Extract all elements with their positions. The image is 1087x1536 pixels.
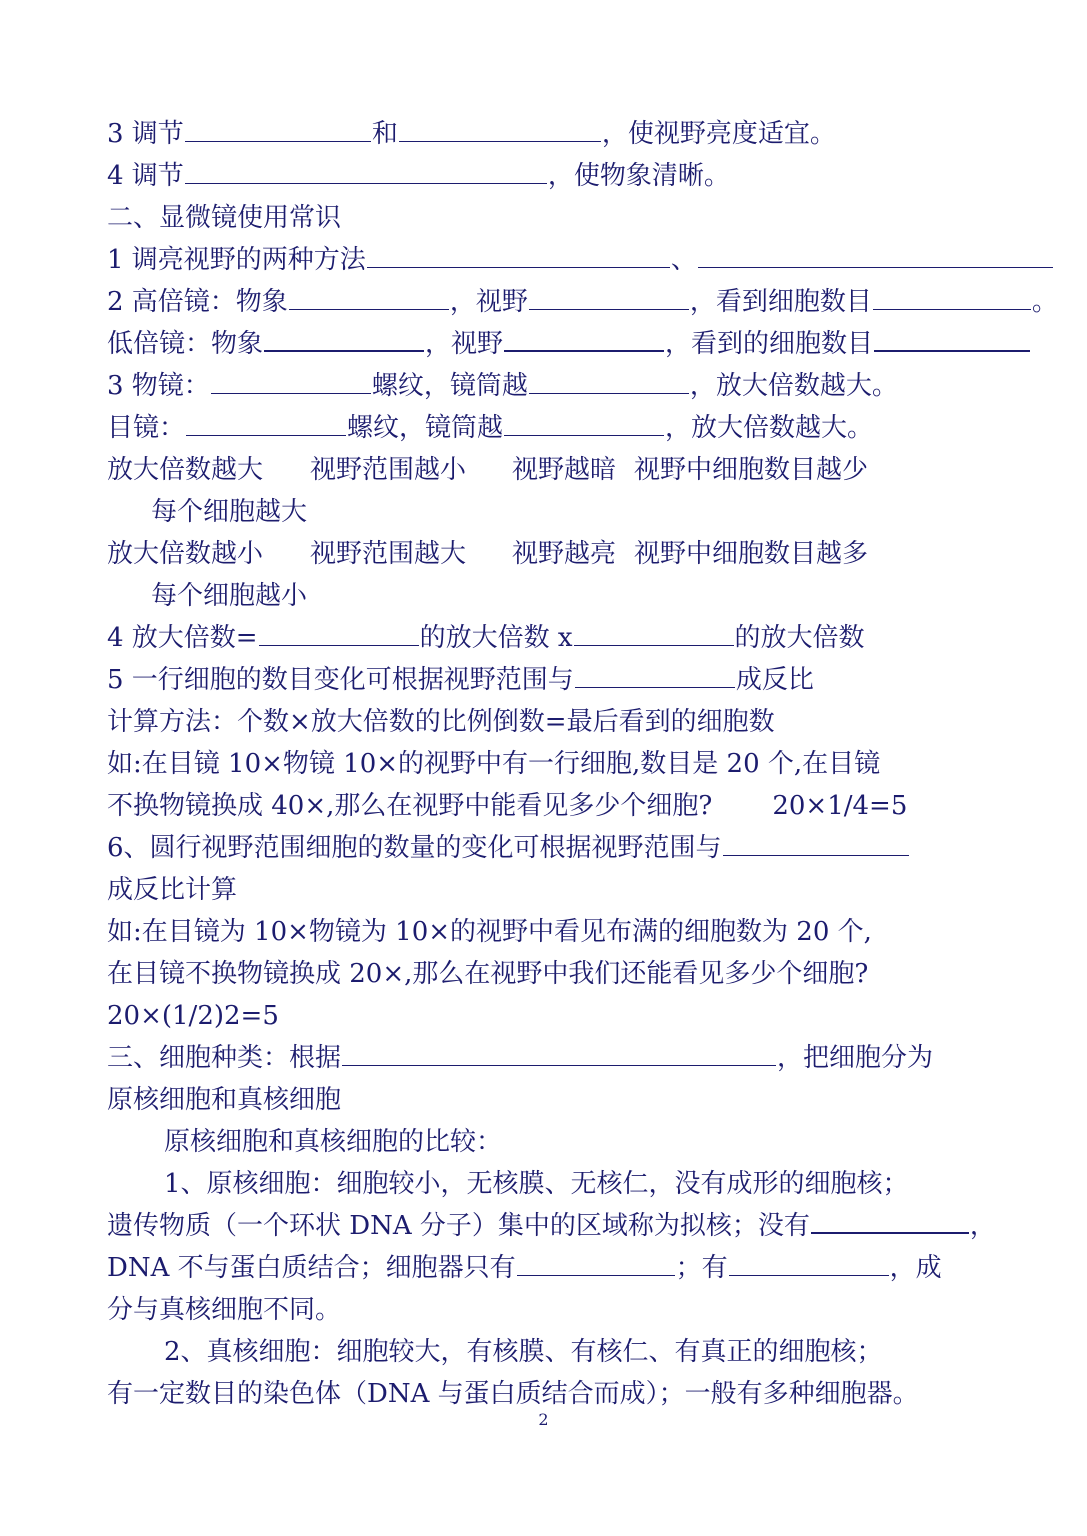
fill-blank[interactable] (185, 157, 547, 184)
line-inverse-calc (107, 870, 237, 910)
fill-blank[interactable] (504, 324, 664, 352)
text: 有一定数目的染色体（DNA 与蛋白质结合而成）；一般有多种细胞器。 (107, 1379, 919, 1409)
text: ，使视野亮度适宜。 (601, 119, 836, 149)
line-calc-method (107, 702, 775, 742)
fill-blank[interactable] (399, 115, 601, 142)
text: 螺纹，镜筒越 (371, 371, 528, 401)
text: 2 高倍镜：物象 (107, 287, 288, 317)
text: 3 调节 (107, 119, 184, 149)
line-round-field (107, 828, 910, 868)
line-4 (107, 156, 730, 196)
text: ，成 (889, 1253, 942, 1283)
line-objective (107, 366, 898, 406)
text: 在目镜不换物镜换成 20×,那么在视野中我们还能看见多少个细胞? (107, 959, 869, 989)
answer-text: 20×(1/2)2=5 (107, 1001, 279, 1031)
text: 原核细胞和真核细胞 (107, 1085, 342, 1115)
line-magnification-large (107, 450, 868, 490)
fill-blank[interactable] (211, 367, 371, 394)
line-cell-types (107, 1038, 933, 1078)
fill-blank[interactable] (729, 1249, 889, 1276)
text: 视野中细胞数目越少 (634, 455, 869, 485)
text: 视野范围越小 (310, 455, 467, 485)
line-comparison-title (164, 1122, 502, 1162)
line-magnification-small (107, 534, 868, 574)
line-example-2-answer (107, 996, 279, 1036)
text: 6、圆行视野范围细胞的数量的变化可根据视野范围与 (107, 833, 722, 863)
text: 视野越亮 (512, 539, 617, 569)
text: 2、真核细胞：细胞较大，有核膜、有核仁、有真正的细胞核； (164, 1337, 883, 1367)
text: 1 调亮视野的两种方法 (107, 245, 366, 275)
text: ，视野 (425, 329, 504, 359)
line-magnification-formula (107, 618, 865, 658)
fill-blank[interactable] (529, 283, 689, 310)
section-heading (107, 198, 341, 238)
text: 分与真核细胞不同。 (107, 1295, 342, 1325)
fill-blank[interactable] (185, 115, 371, 142)
text: 的放大倍数 (734, 623, 865, 653)
line-example-1b (107, 786, 907, 826)
line-eyepiece (107, 408, 873, 448)
text: 原核细胞和真核细胞的比较： (164, 1127, 503, 1157)
line-high-power (107, 282, 1058, 322)
fill-blank[interactable] (186, 409, 346, 436)
text: 二、显微镜使用常识 (107, 203, 342, 233)
fill-blank[interactable] (698, 241, 1053, 268)
fill-blank[interactable] (367, 241, 670, 268)
fill-blank[interactable] (289, 283, 449, 310)
line-eukaryote-2 (107, 1374, 919, 1414)
text: ，使物象清晰。 (547, 161, 730, 191)
text: 视野范围越大 (310, 539, 467, 569)
line-eukaryote-1 (164, 1332, 883, 1372)
text: 成反比 (735, 665, 814, 695)
text: ，放大倍数越大。 (689, 371, 898, 401)
text: 视野中细胞数目越多 (634, 539, 869, 569)
line-brighten (107, 240, 1054, 280)
line-cell-larger (151, 492, 307, 532)
line-example-1a (107, 744, 880, 784)
fill-blank[interactable] (342, 1039, 776, 1066)
text: ， (969, 1211, 996, 1241)
fill-blank[interactable] (723, 829, 909, 856)
text: ，把细胞分为 (777, 1043, 934, 1073)
line-prokaryote-4 (107, 1290, 341, 1330)
answer-text: 20×1/4=5 (772, 791, 908, 821)
text: ，看到细胞数目 (689, 287, 872, 317)
text: 每个细胞越小 (151, 581, 308, 611)
fill-blank[interactable] (517, 1249, 675, 1276)
line-row-cells (107, 660, 814, 700)
line-cell-smaller (151, 576, 307, 616)
text: ，看到的细胞数目 (665, 329, 874, 359)
text: 目镜： (107, 413, 186, 443)
line-low-power (107, 324, 1031, 364)
fill-blank[interactable] (574, 619, 734, 646)
text: 和 (371, 119, 398, 149)
text: DNA 不与蛋白质结合；细胞器只有 (107, 1253, 516, 1283)
fill-blank[interactable] (259, 619, 419, 646)
text: 3 物镜： (107, 371, 210, 401)
line-cell-types-cont (107, 1080, 341, 1120)
text: 4 调节 (107, 161, 184, 191)
text: 每个细胞越大 (151, 497, 308, 527)
text: 视野越暗 (512, 455, 617, 485)
text: 5 一行细胞的数目变化可根据视野范围与 (107, 665, 574, 695)
text: 遗传物质（一个环状 DNA 分子）集中的区域称为拟核；没有 (107, 1211, 810, 1241)
text: 螺纹，镜筒越 (347, 413, 504, 443)
text: 。 (1031, 287, 1058, 317)
text: 如:在目镜为 10×物镜为 10×的视野中看见布满的细胞数为 20 个, (107, 917, 872, 947)
text: 不换物镜换成 40×,那么在视野中能看见多少个细胞? (107, 791, 713, 821)
text: 计算方法：个数×放大倍数的比例倒数=最后看到的细胞数 (107, 707, 775, 737)
line-prokaryote-2 (107, 1206, 996, 1246)
text: 、 (670, 245, 697, 275)
text: 低倍镜：物象 (107, 329, 264, 359)
fill-blank[interactable] (264, 324, 424, 352)
fill-blank[interactable] (873, 283, 1031, 310)
line-example-2b (107, 954, 868, 994)
page-number: 2 (538, 1410, 549, 1429)
text: 成反比计算 (107, 875, 238, 905)
text: 如:在目镜 10×物镜 10×的视野中有一行细胞,数目是 20 个,在目镜 (107, 749, 881, 779)
text: 放大倍数越大 (107, 455, 264, 485)
text: ；有 (675, 1253, 728, 1283)
line-prokaryote-1 (164, 1164, 909, 1204)
fill-blank[interactable] (874, 324, 1030, 352)
fill-blank[interactable] (811, 1206, 969, 1234)
text: 1、原核细胞：细胞较小，无核膜、无核仁，没有成形的细胞核； (164, 1169, 909, 1199)
fill-blank[interactable] (529, 367, 689, 394)
text: 的放大倍数 x (419, 623, 573, 653)
text: 4 放大倍数= (107, 623, 258, 653)
fill-blank[interactable] (504, 409, 664, 436)
line-3 (107, 114, 836, 154)
fill-blank[interactable] (575, 661, 735, 688)
text: ，视野 (449, 287, 528, 317)
line-prokaryote-3 (107, 1248, 942, 1288)
text: ，放大倍数越大。 (665, 413, 874, 443)
text: 三、细胞种类：根据 (107, 1043, 342, 1073)
line-example-2a (107, 912, 872, 952)
text: 放大倍数越小 (107, 539, 264, 569)
